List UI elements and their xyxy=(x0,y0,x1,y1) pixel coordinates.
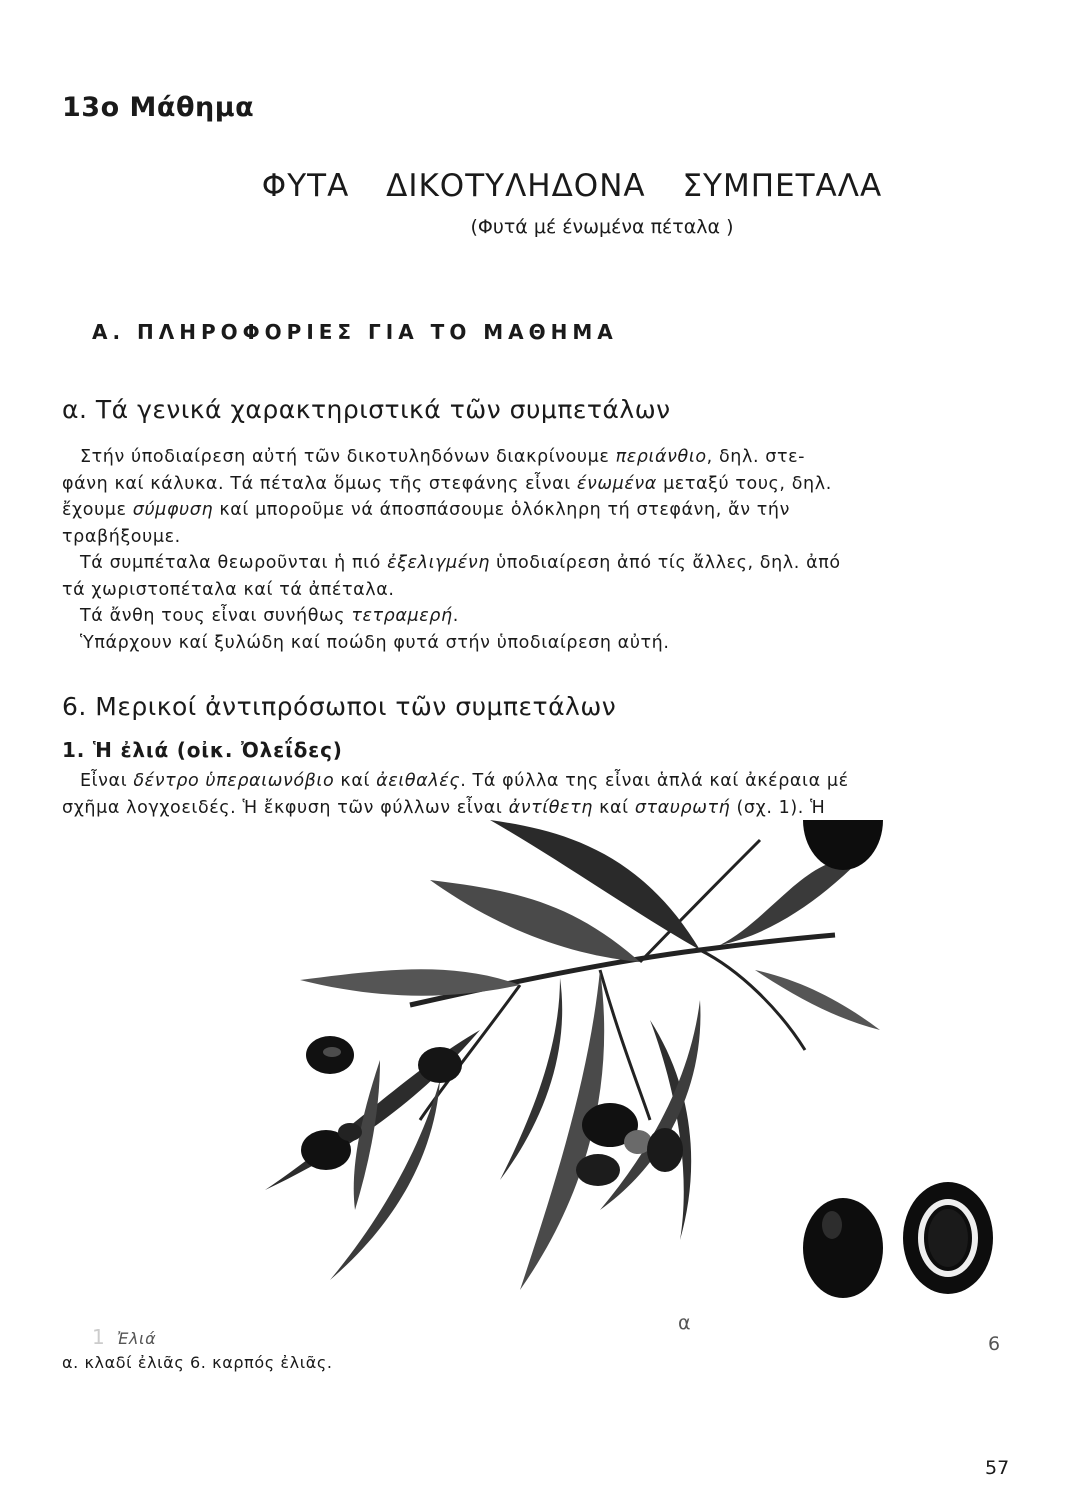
olive-branch-icon xyxy=(265,820,880,1290)
item-heading-olive: 1. Ἡ ἐλιά (οἰκ. Ὀλεΐδες) xyxy=(62,738,343,762)
text-line: σχῆμα λογχοειδές. Ἡ ἔκφυση τῶν φύλλων εἶναι ἀντίθετη καί σταυρωτή (σχ. 1). Ἡ xyxy=(62,797,826,818)
paragraph-general-characteristics xyxy=(62,444,1022,656)
page-subtitle: (Φυτά μέ ένωμένα πέταλα ) xyxy=(470,216,734,238)
subsection-heading-alpha: α. Τά γενικά χαρακτηριστικά τῶν συμπετάλων xyxy=(62,395,671,424)
subsection-heading-beta: 6. Μερικοί ἀντιπρόσωποι τῶν συμπετάλων xyxy=(62,692,617,721)
olive-branch-illustration xyxy=(0,820,1074,1380)
figure-title xyxy=(92,1325,156,1349)
page-title: ΦΥΤΑ ΔΙΚΟΤΥΛΗΔΟΝΑ ΣΥΜΠΕΤΑΛΑ xyxy=(261,168,883,204)
text-line: τά χωριστοπέταλα καί τά ἀπέταλα. xyxy=(62,579,395,600)
page-number: 57 xyxy=(985,1457,1010,1479)
text-line: Στήν ύποδιαίρεση αὐτή τῶν δικοτυληδόνων διακρίνουμε περιάνθιο, δηλ. στε- xyxy=(80,447,806,467)
figure-label-b: 6 xyxy=(988,1333,1001,1355)
text-line: ἔχουμε σύμφυση καί μποροῦμε νά άποσπάσουμε ὁλόκληρη τή στεφάνη, ἄν τήν xyxy=(62,500,790,520)
section-heading-a: Α. ΠΛΗΡΟΦΟΡΙΕΣ ΓΙΑ ΤΟ ΜΑΘΗΜΑ xyxy=(92,320,618,344)
text-line: τραβήξουμε. xyxy=(62,526,181,547)
figure-number: 1 xyxy=(92,1325,106,1349)
text-line: Τά συμπέταλα θεωροῦνται ἡ πιό ἐξελιγμένη ὑποδιαίρεση ἀπό τίς ἄλλες, δηλ. ἀπό xyxy=(80,553,841,573)
figure-caption: α. κλαδί ἐλιᾶς 6. καρπός ἐλιᾶς. xyxy=(62,1353,333,1372)
text-line: φάνη καί κάλυκα. Τά πέταλα ὅμως τῆς στεφάνης εἶναι ένωμένα μεταξύ τους, δηλ. xyxy=(62,473,832,494)
lesson-label: 13ο Μάθημα xyxy=(62,92,255,123)
figure-name: Ἐλιά xyxy=(117,1329,157,1348)
text-line: Εἶναι δέντρο ὑπεραιωνόβιο καί ἀειθαλές. Τά φύλλα της εἶναι ἁπλά καί ἀκέραια μέ xyxy=(80,771,849,791)
text-line: Τά ἄνθη τους εἶναι συνήθως τετραμερή. xyxy=(80,606,459,626)
paragraph-olive xyxy=(62,768,1022,821)
figure-label-a: α xyxy=(678,1312,692,1334)
text-line: Ὑπάρχουν καί ξυλώδη καί ποώδη φυτά στήν ὑποδιαίρεση αὐτή. xyxy=(80,632,670,653)
olive-fruit-section-icon xyxy=(903,1182,993,1294)
